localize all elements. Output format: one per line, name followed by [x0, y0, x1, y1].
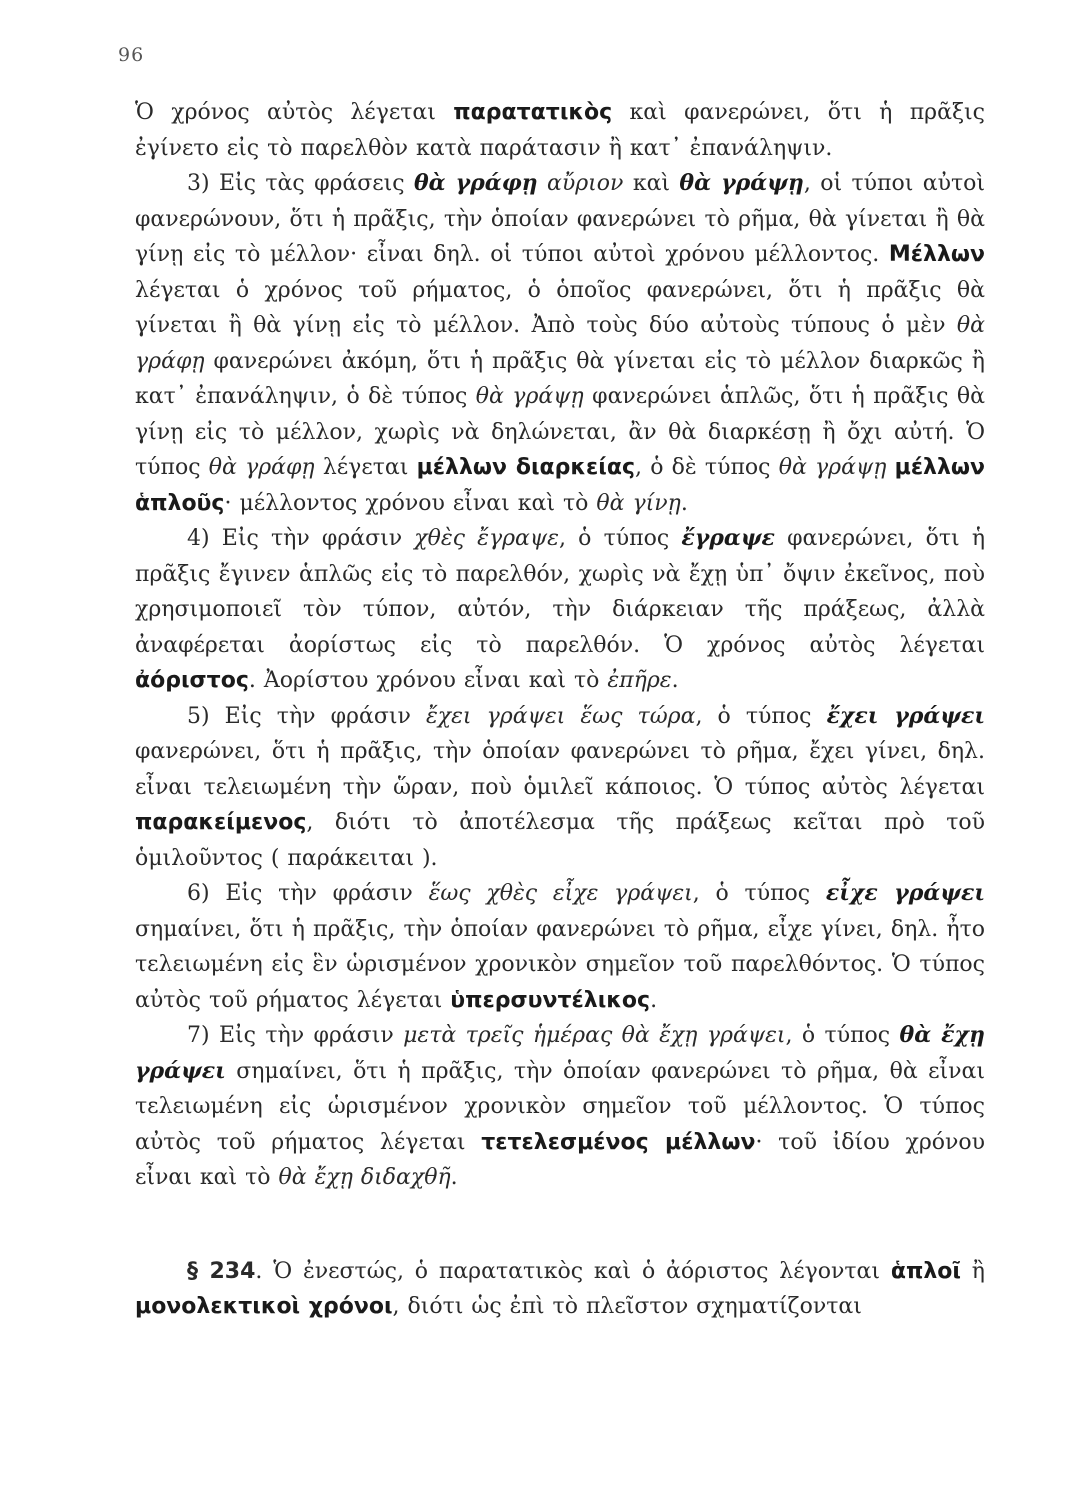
text-run: . [450, 1165, 458, 1190]
text-run: , ὁ τύπος [558, 526, 682, 551]
term-bold: τετελεσμένος μέλλων [481, 1129, 756, 1155]
text-run: Ὁ χρόνος αὐτὸς λέγεται [135, 100, 454, 125]
text-run: , ὁ τύπος [695, 703, 827, 729]
example-italic: ἔχει γράψει ἕως τώρα [425, 703, 696, 729]
example-italic: θὰ γράφῃ [208, 455, 315, 480]
section-number: § 234 [187, 1258, 256, 1284]
paragraph-pluperfect [135, 876, 985, 1018]
text-run: . [680, 490, 688, 516]
term-bold: μέλλων διαρκείας [416, 455, 636, 480]
paragraph-imperfect [135, 95, 985, 166]
text-run: καὶ [623, 171, 680, 196]
text-run: 4) Εἰς τὴν φράσιν [187, 526, 415, 551]
example-italic: αὔριον [537, 171, 624, 196]
paragraph-future [135, 166, 985, 521]
example-italic: μετὰ τρεῖς ἡμέρας θὰ ἔχῃ γράψει [403, 1023, 786, 1048]
body-text [135, 95, 985, 1325]
term-bold: ὑπερσυντέλικος [450, 987, 651, 1013]
example-bold-italic: θὰ γράφῃ [414, 170, 538, 196]
text-run: φανερώνει ἀκόμη, ὅτι ἡ πρᾶξις θὰ γίνεται εἰς τὸ μέλλον διαρκῶς ἢ κατ᾿ ἐπανάληψιν, ὁ δὲ τύπος [135, 348, 985, 409]
term-bold: παρατατικὸς [453, 100, 613, 125]
term-bold: μέλλων ἁπλοῦς [135, 455, 986, 516]
example-italic: θὰ γράψῃ [778, 455, 887, 480]
text-run: σημαίνει, ὅτι ἡ πρᾶξις, τὴν ὁποίαν φανερώνει τὸ ρῆμα, εἶχε γίνει, δηλ. ἦτο τελειωμένη εἰς ἓν ὡρισμένον χρονικὸν σημεῖον τοῦ παρελθόντος. Ὁ τύπος αὐτὸς τοῦ ρήματος λέγεται [135, 916, 985, 1013]
text-run: 3) Εἰς τὰς φράσεις [187, 171, 414, 196]
text-run: , διότι τὸ ἀποτέλεσμα τῆς πράξεως κεῖται πρὸ τοῦ ὁμιλοῦντος ( παράκειται ). [135, 810, 985, 871]
text-run: φανερώνει, ὅτι ἡ πρᾶξις ἔγινεν ἁπλῶς εἰς τὸ παρελθόν, χωρὶς νὰ ἔχῃ ὑπ᾿ ὄψιν ἐκεῖνος, ποὺ χρησιμοποιεῖ τὸν τύπον, αὐτόν, τὴν διάρκειαν τῆς πράξεως, ἀλλὰ ἀναφέρεται ἀορίστως εἰς τὸ παρελθόν. Ὁ χρόνος αὐτὸς λέγεται [135, 526, 986, 658]
text-run: . Ἀορίστου χρόνου εἶναι καὶ τὸ [248, 668, 608, 693]
text-run: φανερώνει, ὅτι ἡ πρᾶξις, τὴν ὁποίαν φανερώνει τὸ ρῆμα, ἔχει γίνει, δηλ. εἶναι τελειωμένη τὴν ὥραν, ποὺ ὁμιλεῖ κάποιος. Ὁ τύπος αὐτὸς λέγεται [135, 739, 985, 800]
text-run: , ὁ τύπος [692, 881, 826, 906]
term-bold: Μέλλων [888, 242, 985, 267]
example-italic: ἕως χθὲς εἶχε γράψει [428, 881, 693, 906]
example-bold-italic: θὰ γράψῃ [679, 170, 804, 196]
text-run: 7) Εἰς τὴν φράσιν [187, 1023, 404, 1048]
term-bold: ἁπλοῖ [890, 1258, 961, 1284]
page-number: 96 [118, 44, 145, 66]
text-run: . [671, 668, 679, 693]
text-run: λέγεται ὁ χρόνος τοῦ ρήματος, ὁ ὁποῖος φανερώνει, ὅτι ἡ πρᾶξις θὰ γίνεται ἢ θὰ γίνῃ εἰς τὸ μέλλον. Ἀπὸ τοὺς δύο αὐτοὺς τύπους ὁ μὲν [135, 277, 985, 338]
term-bold: ἀόριστος [135, 668, 249, 693]
paragraph-future-perfect [135, 1018, 985, 1196]
text-run: λέγεται [314, 455, 417, 480]
text-run [886, 455, 894, 480]
example-bold-italic: ἔγραψε [681, 525, 775, 551]
text-run: . Ὁ ἐνεστώς, ὁ παρατατικὸς καὶ ὁ ἀόριστος λέγονται [255, 1258, 891, 1284]
example-italic: θὰ γράφῃ [135, 313, 985, 374]
text-run: σημαίνει, ὅτι ἡ πρᾶξις, τὴν ὁποίαν φανερώνει τὸ ρῆμα, θὰ εἶναι τελειωμένη εἰς ὡρισμένον χρονικὸν σημεῖον τοῦ μέλλοντος. Ὁ τύπος αὐτὸς τοῦ ρήματος λέγεται [135, 1058, 985, 1155]
text-run: , διότι ὡς ἐπὶ τὸ πλεῖστον σχηματίζονται [392, 1294, 862, 1319]
paragraph-section-234 [135, 1254, 985, 1325]
example-bold-italic: ἔχει γράψει [826, 702, 986, 729]
example-italic: χθὲς ἔγραψε [414, 526, 559, 551]
text-run: ἢ [960, 1258, 985, 1284]
example-italic: ἐπῆρε [607, 668, 672, 693]
text-run: , ὁ τύπος [785, 1023, 900, 1048]
example-italic: θὰ γίνῃ [596, 490, 681, 516]
text-run: · μέλλοντος χρόνου εἶναι καὶ τὸ [224, 490, 597, 516]
example-bold-italic: θὰ ἔχῃ γράψει [135, 1022, 986, 1084]
text-run: , οἱ τύποι αὐτοὶ φανερώνουν, ὅτι ἡ πρᾶξις, τὴν ὁποίαν φανερώνει τὸ ρῆμα, θὰ γίνεται ἢ θὰ γίνῃ εἰς τὸ μέλλον· εἶναι δηλ. οἱ τύποι αὐτοὶ χρόνου μέλλοντος. [135, 171, 985, 267]
text-run: . [650, 987, 658, 1013]
term-bold: παρακείμενος [135, 810, 307, 835]
text-run: · τοῦ ἰδίου χρόνου εἶναι καὶ τὸ [135, 1129, 986, 1190]
text-run: καὶ φανερώνει, ὅτι ἡ πρᾶξις ἐγίνετο εἰς τὸ παρελθὸν κατὰ παράτασιν ἢ κατ᾿ ἐπανάληψιν. [135, 100, 986, 161]
example-italic: θὰ ἔχῃ διδαχθῆ [278, 1165, 451, 1190]
text-run: φανερώνει ἁπλῶς, ὅτι ἡ πρᾶξις θὰ γίνῃ εἰς τὸ μέλλον, χωρὶς νὰ δηλώνεται, ἂν θὰ διαρκέσῃ ἢ ὄχι αὐτή. Ὁ τύπος [135, 384, 985, 480]
text-run: 6) Εἰς τὴν φράσιν [187, 881, 429, 906]
paragraph-aorist [135, 521, 985, 699]
example-italic: θὰ γράψῃ [475, 384, 584, 409]
text-run: 5) Εἰς τὴν φράσιν [187, 703, 426, 729]
term-bold: μονολεκτικοὶ χρόνοι [135, 1294, 393, 1319]
text-run: , ὁ δὲ τύπος [635, 455, 779, 480]
example-bold-italic: εἶχε γράψει [825, 880, 985, 906]
paragraph-perfect [135, 699, 985, 877]
